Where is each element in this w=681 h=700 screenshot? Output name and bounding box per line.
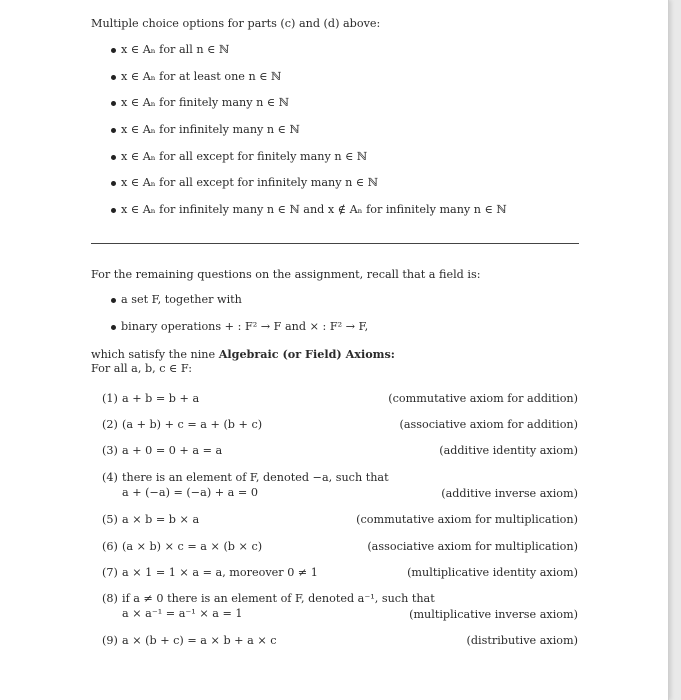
mc-option: x ∈ Aₙ for finitely many n ∈ ℕ bbox=[121, 96, 289, 109]
axiom-expression: a × (b + c) = a × b + a × c bbox=[122, 634, 277, 647]
bullet-icon bbox=[111, 181, 116, 186]
axiom-name: (associative axiom for addition) bbox=[399, 418, 578, 431]
axiom-number: (3) bbox=[102, 444, 118, 457]
axiom-name: (distributive axiom) bbox=[466, 634, 578, 647]
axiom-number: (1) bbox=[102, 392, 118, 405]
mc-option: x ∈ Aₙ for infinitely many n ∈ ℕ and x ∉ Aₙ for infinitely many n ∈ ℕ bbox=[121, 203, 507, 216]
axiom-name: (additive inverse axiom) bbox=[441, 487, 578, 500]
axiom-expression: a + b = b + a bbox=[122, 392, 200, 405]
satisfy-prefix: which satisfy the nine bbox=[91, 348, 219, 361]
axiom-number: (8) bbox=[102, 592, 118, 605]
axiom-name: (commutative axiom for addition) bbox=[388, 392, 578, 405]
axiom-expression-line2: a + (−a) = (−a) + a = 0 bbox=[122, 486, 258, 499]
axiom-name: (multiplicative inverse axiom) bbox=[409, 608, 578, 621]
axiom-number: (2) bbox=[102, 418, 118, 431]
mc-option: x ∈ Aₙ for at least one n ∈ ℕ bbox=[121, 70, 282, 83]
axiom-number: (4) bbox=[102, 471, 118, 484]
bullet-icon bbox=[111, 48, 116, 53]
axiom-name: (multiplicative identity axiom) bbox=[407, 566, 578, 579]
axiom-expression: a × b = b × a bbox=[122, 513, 200, 526]
bullet-icon bbox=[111, 75, 116, 80]
mc-option: x ∈ Aₙ for all except for finitely many n ∈ ℕ bbox=[121, 150, 368, 163]
axiom-number: (5) bbox=[102, 513, 118, 526]
axiom-number: (9) bbox=[102, 634, 118, 647]
for-all-line: For all a, b, c ∈ F: bbox=[91, 362, 193, 375]
mc-option: x ∈ Aₙ for all n ∈ ℕ bbox=[121, 43, 230, 56]
field-intro: For the remaining questions on the assignment, recall that a field is: bbox=[91, 268, 481, 281]
axiom-expression: there is an element of F, denoted −a, such that bbox=[122, 471, 389, 484]
section-divider bbox=[91, 243, 579, 244]
axiom-expression: (a × b) × c = a × (b × c) bbox=[122, 540, 263, 553]
field-bullet: binary operations + : F² → F and × : F² → F, bbox=[121, 320, 369, 333]
bullet-icon bbox=[111, 208, 116, 213]
mc-header: Multiple choice options for parts (c) and (d) above: bbox=[91, 17, 381, 30]
bullet-icon bbox=[111, 101, 116, 106]
mc-option: x ∈ Aₙ for all except for infinitely many n ∈ ℕ bbox=[121, 176, 378, 189]
mc-option: x ∈ Aₙ for infinitely many n ∈ ℕ bbox=[121, 123, 300, 136]
axiom-number: (6) bbox=[102, 540, 118, 553]
axioms-title: Algebraic (or Field) Axioms: bbox=[218, 347, 395, 361]
bullet-icon bbox=[111, 128, 116, 133]
axiom-expression: a + 0 = 0 + a = a bbox=[122, 444, 223, 457]
axiom-expression: a × 1 = 1 × a = a, moreover 0 ≠ 1 bbox=[122, 566, 318, 579]
field-bullet: a set F, together with bbox=[121, 293, 242, 306]
axiom-expression-line2: a × a⁻¹ = a⁻¹ × a = 1 bbox=[122, 607, 243, 620]
axioms-intro bbox=[91, 347, 395, 362]
axiom-name: (associative axiom for multiplication) bbox=[367, 540, 578, 553]
bullet-icon bbox=[111, 298, 116, 303]
axiom-name: (commutative axiom for multiplication) bbox=[356, 513, 578, 526]
bullet-icon bbox=[111, 155, 116, 160]
axiom-expression: if a ≠ 0 there is an element of F, denoted a⁻¹, such that bbox=[122, 592, 435, 605]
axiom-number: (7) bbox=[102, 566, 118, 579]
axiom-name: (additive identity axiom) bbox=[439, 444, 578, 457]
axiom-expression: (a + b) + c = a + (b + c) bbox=[122, 418, 263, 431]
bullet-icon bbox=[111, 325, 116, 330]
